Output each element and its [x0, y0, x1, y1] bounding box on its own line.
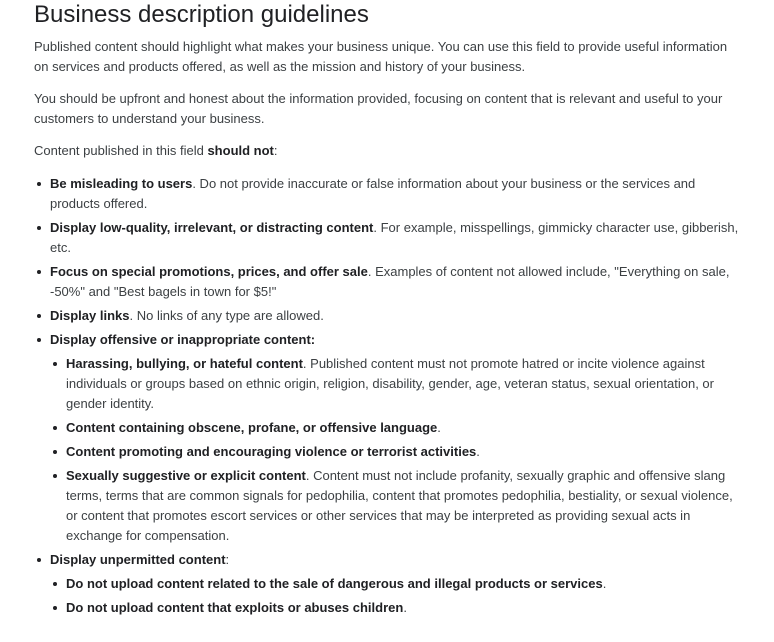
sub-list: [50, 354, 744, 546]
sub-list-item: [50, 354, 744, 414]
sub-item-title: Content promoting and encouraging violence or terrorist activities: [66, 444, 477, 459]
sub-item-title: Sexually suggestive or explicit content: [66, 468, 306, 483]
sub-item-text: .: [476, 444, 480, 459]
page-title: Business description guidelines: [34, 1, 369, 28]
sub-item-text: .: [403, 600, 407, 615]
sub-list: [50, 574, 744, 618]
sub-item-title: Do not upload content related to the sale of dangerous and illegal products or services: [66, 576, 603, 591]
item-text: . Examples of content not allowed include, "Everything on sale, -50%" and "Best bagels in town for $5!": [50, 264, 730, 299]
lead-bold: should not: [207, 143, 274, 158]
item-title: Display unpermitted content: [50, 552, 226, 567]
item-title: Focus on special promotions, prices, and offer sale: [50, 264, 368, 279]
item-text: . No links of any type are allowed.: [129, 308, 324, 323]
list-item: [34, 174, 744, 214]
sub-item-title: Harassing, bullying, or hateful content: [66, 356, 303, 371]
lead-paragraph: [34, 141, 744, 161]
sub-item-title: Content containing obscene, profane, or offensive language: [66, 420, 438, 435]
sub-list-item: [50, 574, 744, 594]
sub-list-item: [50, 442, 744, 462]
item-text: . For example, misspellings, gimmicky character use, gibberish, etc.: [50, 220, 739, 255]
list-item: [34, 218, 744, 258]
sub-list-item: [50, 418, 744, 438]
sub-item-title: Do not upload content that exploits or abuses children: [66, 600, 404, 615]
guidelines-article: [34, 0, 744, 622]
sub-list-item: [50, 598, 744, 618]
sub-item-text: . Content must not include profanity, sexually graphic and offensive slang terms, terms that are common signals for pedophilia, content that promotes pedophilia, bestiality, or sexual violence, or content that promotes escort services or other services that may be interpreted as providing sexual acts in exchange for compensation.: [66, 468, 733, 543]
item-text: :: [225, 552, 230, 567]
intro-paragraph-2: You should be upfront and honest about the information provided, focusing on content that is relevant and useful to your customers to understand your business.: [34, 91, 723, 126]
list-item: [34, 550, 744, 618]
list-item: [34, 330, 744, 546]
sub-item-text: .: [437, 420, 441, 435]
intro-paragraph-1: Published content should highlight what makes your business unique. You can use this field to provide useful information on services and products offered, as well as the mission and history of your business.: [34, 39, 728, 74]
sub-item-text: . Published content must not promote hatred or incite violence against individuals or groups based on ethnic origin, religion, disability, gender, age, veteran status, sexual orientation, or gender identity.: [66, 356, 714, 411]
item-title: Display links: [50, 308, 130, 323]
item-text: . Do not provide inaccurate or false information about your business or the services and products offered.: [50, 176, 696, 211]
list-item: [34, 306, 744, 326]
item-title: Be misleading to users: [50, 176, 193, 191]
sub-item-text: .: [602, 576, 607, 591]
sub-list-item: [50, 466, 744, 546]
lead-suffix: :: [273, 143, 278, 158]
lead-text: Content published in this field: [34, 143, 208, 158]
list-item: [34, 262, 744, 302]
item-title: Display offensive or inappropriate content:: [50, 332, 316, 347]
item-title: Display low-quality, irrelevant, or distracting content: [50, 220, 374, 235]
guidelines-list: [34, 174, 744, 618]
